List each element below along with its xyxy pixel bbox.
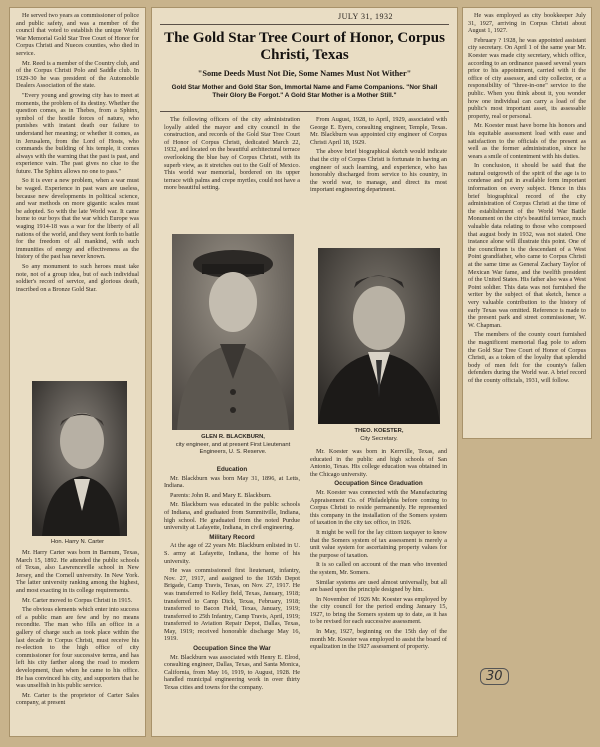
photo-caption-carter: Hon. Harry N. Carter — [50, 539, 105, 545]
caption-koester-name: THEO. KOESTER, — [354, 428, 404, 434]
dateline: JULY 31, 1932 — [338, 12, 393, 21]
rule — [160, 111, 449, 112]
portrait-image — [318, 248, 440, 424]
portrait-glen-blackburn — [172, 234, 294, 430]
paragraph: Mr. Koester was connected with the Manufacturing Appraisement Co. of Philadelphia before coming to Corpus Christi to reside permanently. He represented this company in the installation of the Somers system of taxation in the city tax office, in 1926. — [310, 488, 447, 527]
paragraph: Mr. Blackburn was born May 31, 1896, at Letts, Indiana. — [164, 474, 300, 490]
left-paragraph: So it is ever a new problem, when a war must be waged. Experience in past wars are useless, because new developments in political science, and war methods on more gigantic scales must be adopted. So with the late World war. It came home to our boys that the war which Europe was waging 1914-18 was a war for the liberty of all nations of the world, and they went forth to battle for the freedom of all mankind, with such immunities of energy and effectiveness as the history of the past has never known. — [16, 177, 139, 261]
left-paragraph: Mr. Reed is a member of the Country club, and of the Corpus Christi Polo and Saddle club. In 1929-30 he was president of the Automobile Dealers Association of the state. — [16, 59, 139, 90]
paragraph: In May, 1927, beginning on the 15th day of the month Mr. Koester was employed to assist the board of equalization in the 1927 assessment of property. — [310, 628, 447, 651]
paragraph: He was commissioned first lieutenant, infantry, Nov. 27, 1917, and assigned to the 165th Depot Brigade, Camp Travis, Texas, on Nov. 27, 1917. He was transferred to Kelley field, Texas, January, 1918; transferred to Camp Dick, Texas, February, 1918; transferred to Bacon Field, Texas, January, 1919; transferred to 25th Infantry, Camp Travis, April, 1919; transferred to Aviation Repair Depot, Dallas, Texas, May, 1919; received honorable discharge May 16, 1919. — [164, 567, 300, 643]
left-paragraph: Mr. Carter is the proprietor of Carter Sales company, at present — [16, 691, 139, 707]
left-paragraph: So any monument to such heroes must take note, not of a group idea, but of each individual soldier's record of service, and glorious death, inscribed on a Bronze Gold Star. — [16, 263, 139, 293]
left-paragraph: "Every young and growing city has to meet at moments, the problem of its destiny. Whether the question comes, as in Thebes, from a Sphinx, symbol of the hostile forces of nature, who punishes with instant death our failure to understand her meaning; or whether it comes, as in Jerusalem, from the Lord of Hosts, who commands the building of his temple, it comes always with the warning that the past is past, and experience vain. The past gives no clue to the future. The Sphinx allows no one to pass." — [16, 91, 139, 175]
subheading-military: Military Record — [209, 533, 255, 541]
portrait-image — [32, 381, 127, 536]
mid-column-intro — [164, 116, 300, 194]
paragraph: He was employed as city bookkeeper July 31, 1927, arriving in Corpus Christi about August 1, 1927. — [468, 12, 586, 35]
left-paragraph: Mr. Harry Carter was born in Barnum, Texas, March 15, 1892. He attended the public schools of Texas, also Lawrenceville school in New Jersey, and the Cornell university. In New York. The latter university ranking among the highest, and most exacting in its college requirements. — [16, 549, 139, 594]
left-paragraph: Mr. Carter moved to Corpus Christi in 1915. — [22, 596, 133, 604]
paragraph: Mr. Koester must have borne his honors and his equitable assessment load with ease and satisfaction to the officials of the present as well as the former administration, since he wears a smile of contentment with his duties. — [468, 122, 586, 160]
mid-column-bottom — [164, 464, 300, 694]
main-article-clipping — [152, 8, 457, 736]
paragraph: At the age of 22 years Mr. Blackburn enlisted in U. S. army at Lafayette, Indiana, the home of his university. — [164, 542, 300, 565]
right-column-clipping — [463, 8, 591, 438]
subheading-occupation: Occupation Since the War — [193, 645, 271, 653]
caption-blackburn-title: city engineer, and at present First Lieutenant Engineers, U. S. Reserve. — [175, 442, 291, 455]
center-right-column-bottom — [310, 448, 447, 653]
caption-koester-title: City Secretary. — [360, 436, 398, 442]
intro-paragraph: The following officers of the city administration loyally aided the mayor and city council in the construction, and records of the Gold Star Tree Court of Honor of Corpus Christi, dedicated March 22, 1932, and located on the beautiful architectural terrace overlooking the blue bay of Corpus Christi, with its superb view, as it stretches out to the Gulf of Mexico. This world war memorial, bordered on its upper terrace with palms and crepe myrtles, could not have a more beautiful setting. — [164, 116, 300, 192]
deck: "Some Deeds Must Not Die, Some Names Must Not Wither" — [197, 69, 412, 78]
right-column-text — [468, 12, 586, 387]
subheading-education: Education — [216, 466, 248, 473]
paragraph: From August, 1928, to April, 1929, associated with George E. Eyers, consulting engineer, Temple, Texas. Mr. Blackburn was appointed city engineer of Corpus Christi April 18, 1929. — [310, 116, 447, 146]
paragraph: Mr. Blackburn was associated with Henry E. Elrod, consulting engineer, Dallas, Texas, and Santa Monica, California, from May 16, 1919, to August, 1928. He handled municipal engineering work in over thirty Texas cities and towns for the company. — [164, 653, 300, 692]
left-paragraph: The obvious elements which enter into success of a public man are few and by no means recondite. The man who fills an office in a gallery of charge such as took place within the last decade in Corpus Christi, must receive his re-election to the high office of city commissioner for four successive terms, and has left his city farther along the road to modern development, than when he came to his office. He has convinced his city, and supporters that he was unselfish in his public service. — [16, 606, 139, 690]
paragraph: Parents: John R. and Mary E. Blackburn. — [170, 491, 272, 499]
center-right-column-top — [310, 116, 447, 196]
left-column-clipping — [10, 8, 145, 736]
paragraph: February ? 1928, he was appointed assistant city secretary. On April 1 of the same year Mr. Koester was made city secretary, which office, according to an ordinance passed several years prior to his appointment, carried with it the office of city assessor, and city collector, or a responsibility of "three-in-one" service to the public. When you think about it, you wonder how one individual can carry a load of the public's most important asset, its assessable property, real or personal. — [468, 36, 586, 120]
left-column-text-bottom — [16, 549, 139, 709]
headline: The Gold Star Tree Court of Honor, Corpus Christi, Texas — [164, 30, 445, 63]
paragraph: It might be well for the lay citizen taxpayer to know that the Somers system of tax assessment is merely a unit value system for ascertaining property values for the purpose of taxation. — [310, 528, 447, 559]
paragraph: In conclusion, it should be said that the natural outgrowth of the spirit of the age is to condense and put in available form important information on every subject. Hence in this brief biographical record of the city administration of Corpus Christi at the time of the establishment of the World War Battle Monument on the city's beautiful terrace, much valuable data relating to those who composed that august body in 1932, was not stated. One instance alone will illustrate this point. One of the councilmen is the descendant of a West Point grandfather, who came to Corpus Christi at the same time as General Zachary Taylor of Mexican War fame, and the twelfth president of the United States. His father also was a West Point soldier. This data was not furnished the writer by the subject of that sketch, hence a very valuable contribution to the history of early Texas was omitted. Reference is made to the present park and street commissioner, W. W. Chapman. — [468, 162, 586, 329]
paragraph: Similar systems are used almost universally, but all are based upon the principle designed by him. — [310, 578, 447, 594]
caption-blackburn-name: GLEN R. BLACKBURN, — [201, 434, 265, 440]
portrait-image — [172, 234, 294, 430]
paragraph: Mr. Koester was born in Kerrville, Texas, and educated in the public and high schools of San Antonio, Texas. His college education was obtained in the Chicago university. — [310, 448, 447, 478]
left-column-text-top — [16, 12, 139, 295]
subheading-occupation-graduation: Occupation Since Graduation — [334, 480, 423, 488]
portrait-harry-carter — [32, 381, 127, 536]
paragraph: The members of the county court furnished the magnificent memorial flag pole to adorn the Gold Star Tree Court of Honor of Corpus Christi, as a token of the loyalty that splendid body of men felt for the county's fallen defenders during the World war. A brief record of the county officials, 1931, will follow. — [468, 331, 586, 384]
left-paragraph: He served two years as commissioner of police and public safety, and was a member of the council that voted to establish the unique World War Memorial Gold Star Tree Court of Honor for Corpus Christi and Nueces counties, who died in service. — [16, 12, 139, 57]
portrait-theo-koester — [318, 248, 440, 424]
paragraph: It is so called on account of the man who invented the system, Mr. Somers. — [310, 561, 447, 576]
paragraph: The above brief biographical sketch would indicate that the city of Corpus Christi is fortunate in having an engineer of such learning, and experience, who has honorably discharged from service to his country, in the world war, to manage, and direct its most important engineering department. — [310, 148, 447, 194]
subdeck: Gold Star Mother and Gold Star Son, Immortal Name and Fame Companions. "Nor Shall Their Glory Be Forgot." A Gold Star Mother is a Mother Still." — [171, 84, 438, 99]
paragraph: Mr. Blackburn was educated in the public schools of Indiana, and graduated from Summitville, Indiana, high school. He graduated from the noted Purdue university at Lafayette, Indiana, in civil engineering. — [164, 501, 300, 532]
rule — [160, 24, 449, 25]
paragraph: In November of 1926 Mr. Koester was employed by the city council for the period ending January 15, 1927, to bring the Somers system up to date, as it has to be revised for each successive assessment. — [310, 595, 447, 626]
handwritten-page-number: 30 — [480, 668, 509, 685]
